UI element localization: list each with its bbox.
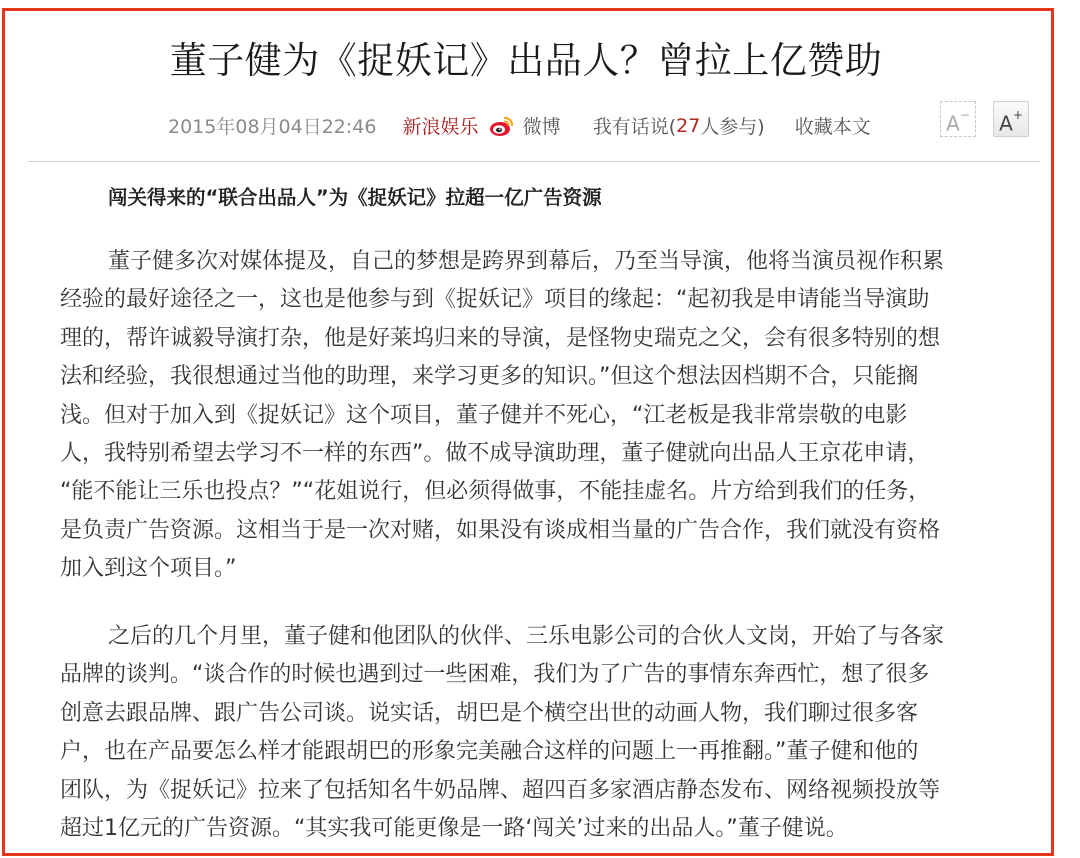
text-line: 户，也在产品要怎么样才能跟胡巴的形象完美融合这样的问题上一再推翻。”董子健和他的: [60, 739, 919, 765]
comment-prefix: 我有话说(: [592, 116, 677, 138]
paragraph-1: [60, 243, 1020, 589]
article-meta: [168, 112, 871, 139]
font-decrease-icon: A: [946, 111, 960, 136]
comment-count: 27: [676, 114, 701, 137]
header-divider: [28, 161, 1040, 162]
article-subheading: 闯关得来的“联合出品人”为《捉妖记》拉超一亿广告资源: [108, 186, 602, 209]
text-line: 浅。但对于加入到《捉妖记》这个项目，董子健并不死心，“江老板是我非常崇敬的电影: [60, 402, 908, 428]
paragraph-2: [60, 618, 1020, 848]
text-line: 理的，帮许诚毅导演打杂，他是好莱坞归来的导演，是怪物史瑞克之父，会有很多特别的想: [60, 325, 941, 351]
minus-sign: −: [959, 108, 970, 122]
source-link[interactable]: 新浪娱乐: [402, 116, 479, 138]
favorite-link[interactable]: 收藏本文: [794, 116, 871, 138]
weibo-logo-icon[interactable]: [489, 115, 515, 137]
text-line: “能不能让三乐也投点？”“花姐说行，但必须得做事，不能挂虚名。片方给到我们的任务，: [60, 479, 931, 505]
decrease-font-button[interactable]: [940, 101, 976, 137]
text-line: 品牌的谈判。“谈合作的时候也遇到过一些困难，我们为了广告的事情东奔西忙，想了很多: [60, 662, 930, 688]
text-line: 加入到这个项目。”: [60, 556, 237, 582]
text-line: 董子健多次对媒体提及，自己的梦想是跨界到幕后，乃至当导演，他将当演员视作积累: [108, 249, 945, 274]
text-line: 创意去跟品牌、跟广告公司谈。说实话，胡巴是个横空出世的动画人物，我们聊过很多客: [60, 700, 919, 726]
publish-date: 2015年08月04日22:46: [168, 116, 377, 138]
comment-suffix: 人参与): [700, 116, 765, 138]
comment-link[interactable]: [593, 112, 765, 139]
increase-font-button[interactable]: [993, 101, 1029, 137]
plus-sign: +: [1012, 108, 1023, 122]
weibo-link[interactable]: 微博: [522, 116, 561, 138]
text-line: 团队，为《捉妖记》拉来了包括知名牛奶品牌、超四百多家酒店静态发布、网络视频投放等: [60, 777, 941, 803]
text-line: 之后的几个月里，董子健和他团队的伙伴、三乐电影公司的合伙人文岗，开始了与各家: [108, 624, 945, 649]
text-line: 经验的最好途径之一，这也是他参与到《捉妖记》项目的缘起：“起初我是申请能当导演助: [60, 287, 930, 313]
text-line: 超过1亿元的广告资源。“其实我可能更像是一路‘闯关’过来的出品人。”董子健说。: [60, 815, 848, 841]
article-title: 董子健为《捉妖记》出品人？曾拉上亿赞助: [169, 39, 883, 82]
text-line: 法和经验，我很想通过当他的助理，来学习更多的知识。”但这个想法因档期不合，只能搁: [60, 364, 919, 390]
text-line: 人，我特别希望去学习不一样的东西”。做不成导演助理，董子健就向出品人王京花申请，: [60, 440, 930, 466]
text-line: 是负责广告资源。这相当于是一次对赌，如果没有谈成相当量的广告合作，我们就没有资格: [60, 517, 941, 543]
font-increase-icon: A: [999, 111, 1013, 136]
